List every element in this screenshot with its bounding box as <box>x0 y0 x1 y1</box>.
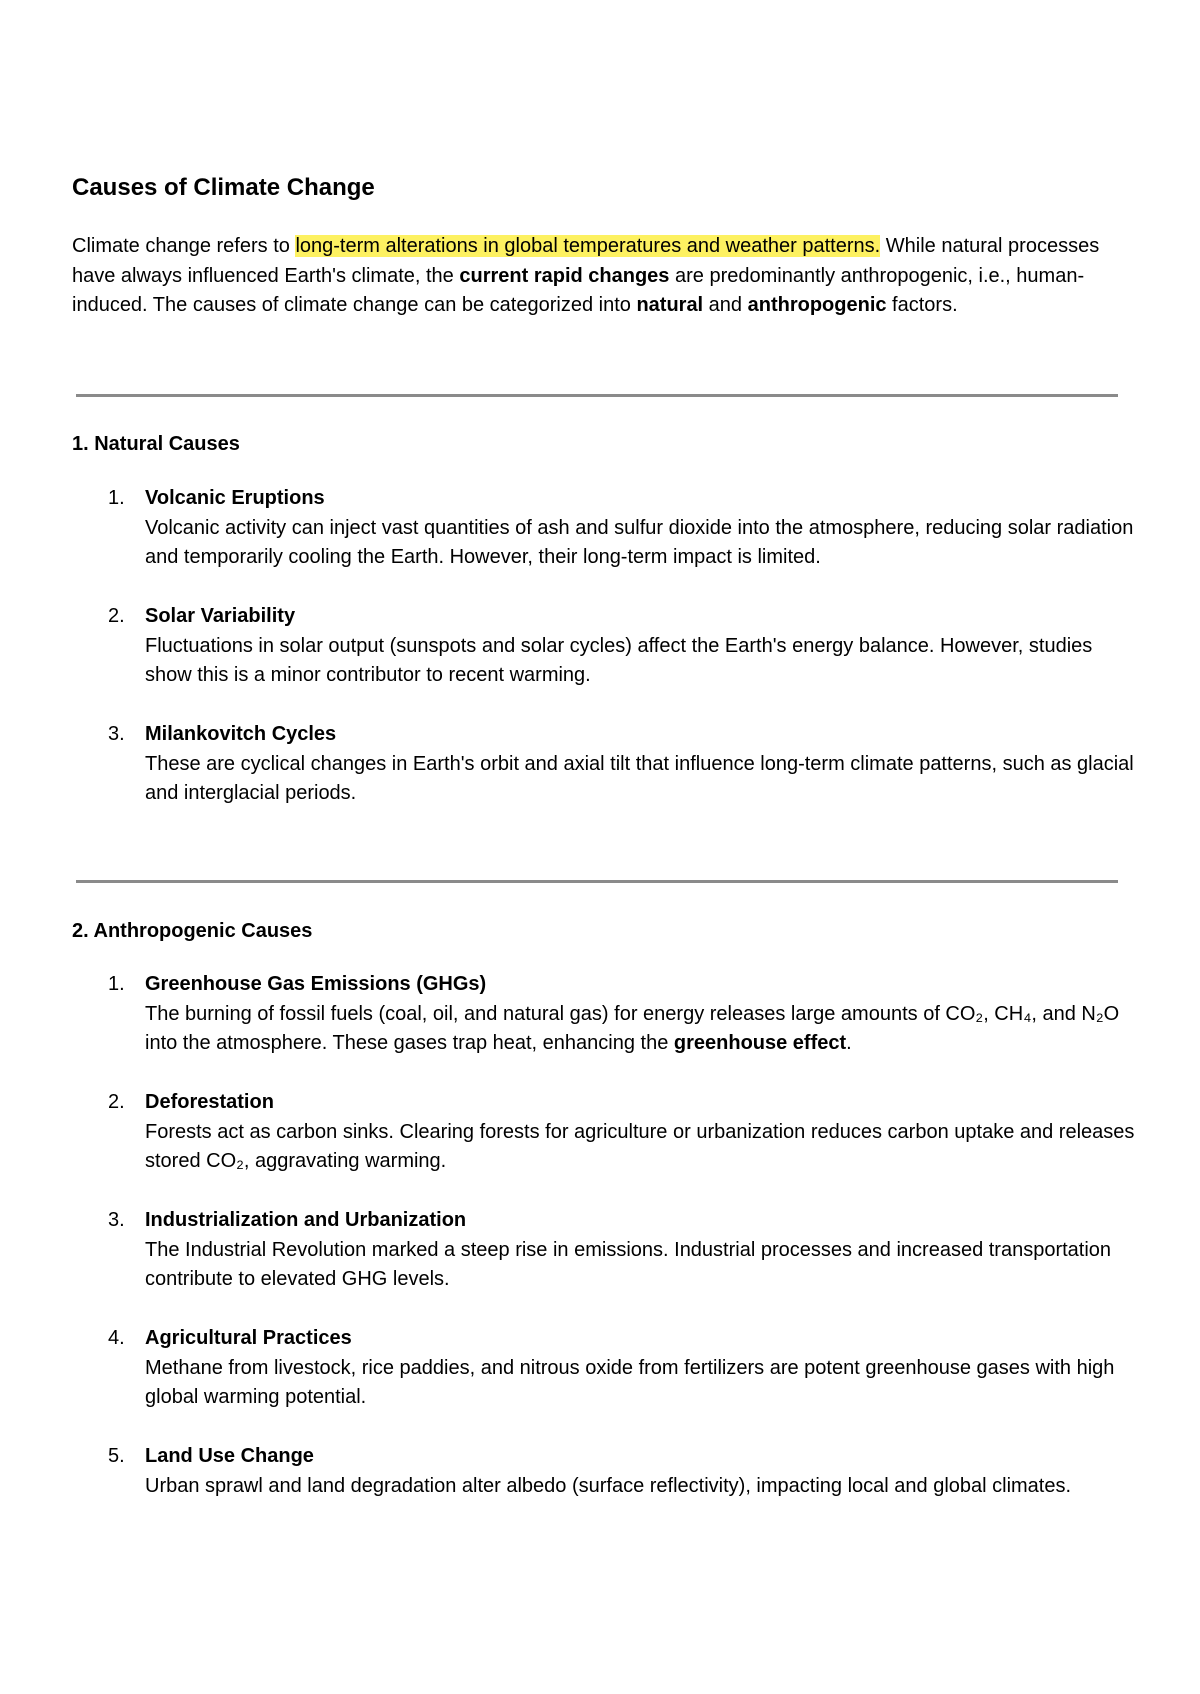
item-description-text: The burning of fossil fuels (coal, oil, and natural gas) for energy releases large amounts of CO₂, CH₄, and N₂O into the atmosphere. These gases trap heat, enhancing the <box>145 1002 1120 1054</box>
item-description: Methane from livestock, rice paddies, and nitrous oxide from fertilizers are potent greenhouse gases with high global warming potential. <box>145 1356 1115 1408</box>
document-title: Causes of Climate Change <box>72 174 375 201</box>
item-description: These are cyclical changes in Earth's orbit and axial tilt that influence long-term climate patterns, such as glacial and interglacial periods. <box>145 752 1134 804</box>
intro-text-4: and <box>703 294 748 316</box>
intro-highlight: long-term alterations in global temperatures and weather patterns. <box>295 235 881 257</box>
list-number: 4. <box>108 1327 125 1349</box>
list-number: 1. <box>108 487 125 509</box>
item-title: Volcanic Eruptions <box>145 487 325 509</box>
item-title: Greenhouse Gas Emissions (GHGs) <box>145 973 487 995</box>
item-title: Milankovitch Cycles <box>145 723 337 745</box>
list-item <box>108 602 1138 691</box>
item-description: Volcanic activity can inject vast quantities of ash and sulfur dioxide into the atmosphere, reducing solar radiation and temporarily cooling the Earth. However, their long-term impact is limited. <box>145 516 1134 568</box>
horizontal-rule <box>76 880 1118 883</box>
list-number: 3. <box>108 1209 125 1231</box>
item-title: Land Use Change <box>145 1445 314 1467</box>
list-number: 2. <box>108 1091 125 1113</box>
item-title: Agricultural Practices <box>145 1327 352 1349</box>
horizontal-rule <box>76 394 1118 397</box>
item-description: The Industrial Revolution marked a steep rise in emissions. Industrial processes and increased transportation contribute to elevated GHG levels. <box>145 1238 1112 1290</box>
list-number: 5. <box>108 1445 125 1467</box>
intro-bold-1: current rapid changes <box>459 264 670 287</box>
item-description-end: . <box>846 1032 852 1054</box>
intro-text-1: Climate change refers to <box>72 235 296 257</box>
list-number: 2. <box>108 605 125 627</box>
intro-paragraph <box>72 232 1132 321</box>
list-item <box>108 1206 1138 1295</box>
item-description: Urban sprawl and land degradation alter albedo (surface reflectivity), impacting local and global climates. <box>145 1474 1072 1497</box>
item-description: Fluctuations in solar output (sunspots and solar cycles) affect the Earth's energy balance. However, studies show this is a minor contributor to recent warming. <box>145 634 1093 686</box>
item-description-bold: greenhouse effect <box>673 1032 847 1054</box>
intro-text-2: While natural processes have always influenced Earth's climate, the <box>72 235 1100 287</box>
list-item <box>108 720 1138 809</box>
item-title: Solar Variability <box>145 605 296 627</box>
list-item <box>108 1442 1138 1501</box>
intro-text-5: factors. <box>886 294 958 316</box>
list-number: 3. <box>108 723 125 745</box>
intro-bold-3: anthropogenic <box>747 294 887 316</box>
item-title: Industrialization and Urbanization <box>145 1209 467 1231</box>
list-item <box>108 970 1138 1059</box>
list-item <box>108 484 1138 573</box>
item-title: Deforestation <box>145 1091 274 1113</box>
intro-bold-2: natural <box>636 294 704 316</box>
list-number: 1. <box>108 973 125 995</box>
list-item <box>108 1088 1138 1177</box>
list-item <box>108 1324 1138 1413</box>
section-heading-anthropogenic: 2. Anthropogenic Causes <box>72 920 313 942</box>
intro-text-3: are predominantly anthropogenic, i.e., human-induced. The causes of climate change can be categorized into <box>72 264 1085 316</box>
item-description: Forests act as carbon sinks. Clearing forests for agriculture or urbanization reduces carbon uptake and releases stored CO₂, aggravating warming. <box>145 1120 1135 1172</box>
section-heading-natural: 1. Natural Causes <box>72 433 240 455</box>
item-description <box>145 1000 1138 1059</box>
